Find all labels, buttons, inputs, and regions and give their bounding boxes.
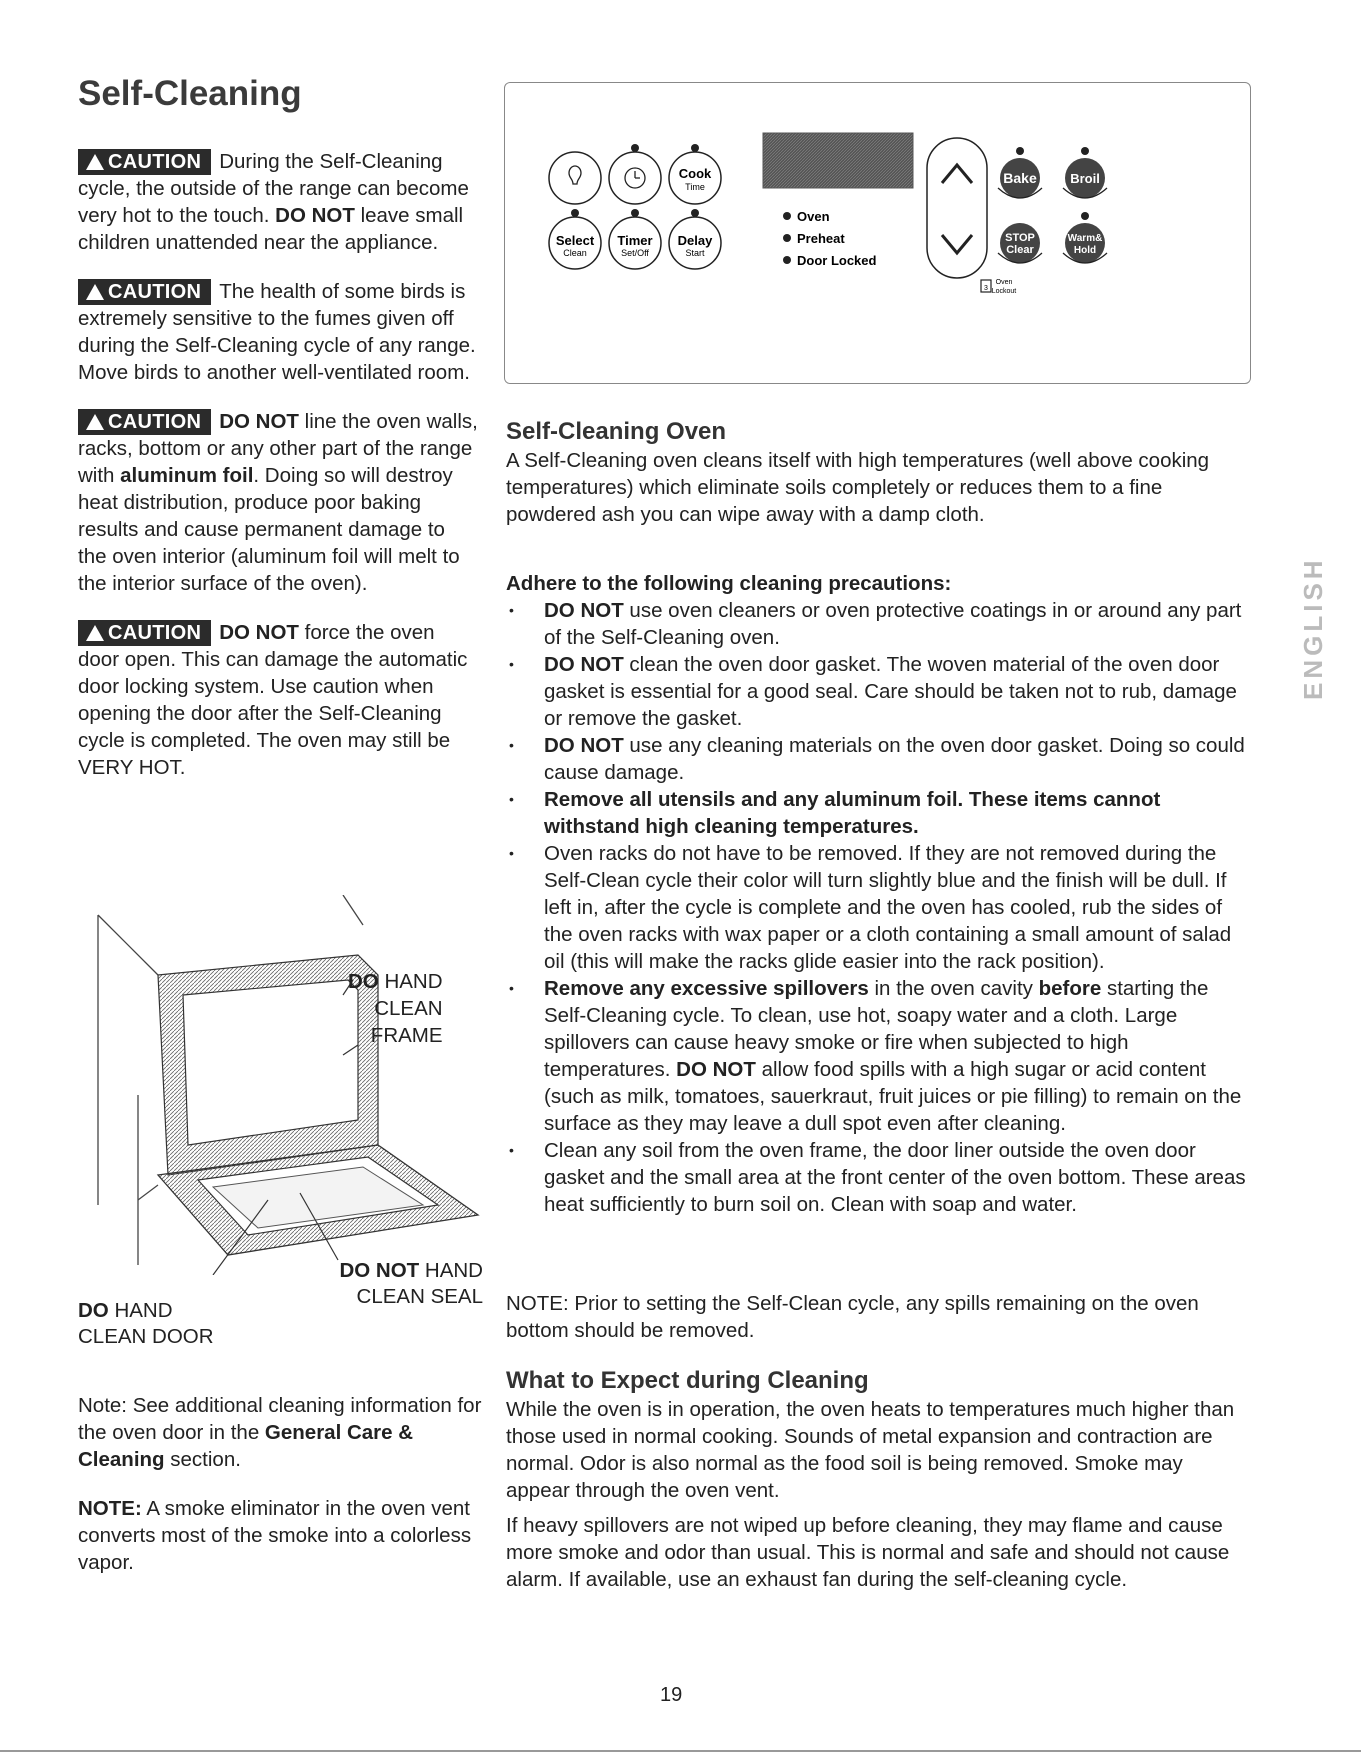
- warning-triangle-icon: [86, 625, 104, 641]
- precautions-heading: Adhere to the following cleaning precautions:: [506, 572, 952, 595]
- svg-text:Start: Start: [685, 248, 705, 258]
- svg-text:Oven: Oven: [995, 279, 1013, 286]
- what-to-expect-section: [506, 1367, 1251, 1593]
- page-number: 19: [660, 1684, 683, 1706]
- self-cleaning-oven-section: [506, 418, 1251, 528]
- svg-text:Lockout: Lockout: [991, 288, 1017, 295]
- display-screen: [763, 133, 913, 188]
- cook-time-sub: Time: [685, 182, 705, 192]
- caution-block-birds: CAUTION The health of some birds is extremely sensitive to the fumes given off during the Self-Cleaning cycle of any range. Move birds to another well-ventilated room.: [78, 280, 476, 384]
- svg-text:STOP: STOP: [1005, 232, 1035, 244]
- label-do-hand-clean-frame: DO HAND CLEAN FRAME: [348, 970, 443, 1047]
- paragraph-expect-1: While the oven is in operation, the oven heats to temperatures much higher than those used in normal cooking. Sounds of metal expansion and contraction are normal. Odor is also normal as the food soil is being removed. Smoke may appear through the oven vent.: [506, 1398, 1235, 1502]
- left-notes: [78, 1392, 488, 1598]
- caution-badge: CAUTION: [78, 620, 211, 646]
- precautions-list: [506, 597, 1251, 1218]
- svg-text:Clear: Clear: [1006, 244, 1034, 256]
- note-general-care: Note: See additional cleaning information for the oven door in the General Care & Cleaning section.: [78, 1394, 482, 1471]
- caution-block-foil: CAUTION DO NOT line the oven walls, racks, bottom or any other part of the range with aluminum foil. Doing so will destroy heat distribution, produce poor baking results and cause permanent damage to the oven interior (aluminum foil will melt to the interior surface of the oven).: [78, 410, 478, 595]
- indicator-preheat: Preheat: [797, 231, 845, 246]
- caution-block-children: CAUTION During the Self-Cleaning cycle, the outside of the range can become very hot to the touch. DO NOT leave small children unattended near the appliance.: [78, 150, 469, 254]
- list-item: • Oven racks do not have to be removed. If they are not removed during the Self-Clean cycle their color will turn slightly blue and the finish will be dull. If left in, after the cycle is complete and the oven has cooled, rub the sides of the oven racks with wax paper or a cloth containing a small amount of salad oil (this will make the racks glide easier into the rack position).: [506, 840, 1251, 975]
- paragraph-expect-2: If heavy spillovers are not wiped up before cleaning, they may flame and cause more smoke and odor than usual. This is normal and safe and should not cause alarm. If available, use an exhaust fan during the self-cleaning cycle.: [506, 1514, 1230, 1591]
- clock-button: [609, 144, 661, 204]
- list-item: • DO NOT use any cleaning materials on the oven door gasket. Doing so could cause damage.: [506, 732, 1251, 786]
- indicator-door-locked: Door Locked: [797, 253, 877, 268]
- svg-text:3: 3: [984, 285, 988, 292]
- warning-triangle-icon: [86, 284, 104, 300]
- svg-text:Timer: Timer: [617, 233, 653, 248]
- up-down-keypad: [927, 138, 987, 278]
- paragraph-self-cleaning-oven: A Self-Cleaning oven cleans itself with high temperatures (well above cooking temperatures) which eliminate soils completely or reduces them to a fine powdered ash you can wipe away with a damp cloth.: [506, 449, 1210, 526]
- side-tab-language: ENGLISH: [1298, 556, 1328, 700]
- svg-text:Hold: Hold: [1073, 245, 1097, 256]
- list-item: • Remove any excessive spillovers in the oven cavity before starting the Self-Cleaning cycle. To clean, use hot, soapy water and a cloth. Large spillovers can cause heavy smoke or fire when subjected to high temperatures. DO NOT allow food spills with a high sugar or acid content (such as milk, tomatoes, sauerkraut, fruit juices or pie filling) to remain on the surface as they may leave a dull spot even after cleaning.: [506, 975, 1251, 1137]
- footer-rule: [0, 1750, 1361, 1752]
- note-smoke-eliminator: NOTE: A smoke eliminator in the oven vent converts most of the smoke into a colorless vapor.: [78, 1497, 472, 1574]
- cook-time-label: Cook: [678, 166, 712, 181]
- note-spills: NOTE: Prior to setting the Self-Clean cycle, any spills remaining on the oven bottom should be removed.: [506, 1292, 1199, 1342]
- svg-text:Warm&: Warm&: [1067, 233, 1103, 244]
- caution-badge: CAUTION: [78, 409, 211, 435]
- light-button: [549, 152, 601, 204]
- warning-triangle-icon: [86, 154, 104, 170]
- control-panel-svg: [505, 83, 1250, 383]
- caution-block-door: CAUTION DO NOT force the oven door open. This can damage the automatic door locking system. Use caution when opening the door after the Self-Cleaning cycle is completed. The oven may still be VERY HOT.: [78, 621, 468, 779]
- section-heading-what-to-expect: What to Expect during Cleaning: [506, 1367, 869, 1394]
- list-item: • DO NOT clean the oven door gasket. The woven material of the oven door gasket is essential for a good seal. Care should be taken not to rub, damage or remove the gasket.: [506, 651, 1251, 732]
- oven-door-illustration: [78, 895, 488, 1275]
- precautions-section: [506, 570, 1251, 1218]
- caution-badge: CAUTION: [78, 149, 211, 175]
- svg-text:Select: Select: [555, 233, 595, 248]
- caution-badge: CAUTION: [78, 279, 211, 305]
- svg-text:Broil: Broil: [1070, 171, 1100, 186]
- svg-text:Bake: Bake: [1003, 170, 1037, 186]
- left-column: [78, 148, 478, 803]
- warning-triangle-icon: [86, 414, 104, 430]
- indicator-oven: Oven: [797, 209, 830, 224]
- page-title: Self-Cleaning: [78, 74, 302, 113]
- list-item: • Clean any soil from the oven frame, the door liner outside the oven door gasket and the small area at the front center of the oven bottom. These areas heat sufficiently to burn soil on. Clean with soap and water.: [506, 1137, 1251, 1218]
- svg-text:Clean: Clean: [563, 248, 587, 258]
- svg-text:Delay: Delay: [677, 233, 713, 248]
- label-do-hand-clean-door: DO HAND CLEAN DOOR: [78, 1299, 214, 1348]
- list-item: • Remove all utensils and any aluminum foil. These items cannot withstand high cleaning temperatures.: [506, 786, 1251, 840]
- list-item: • DO NOT use oven cleaners or oven protective coatings in or around any part of the Self-Cleaning oven.: [506, 597, 1251, 651]
- svg-text:Set/Off: Set/Off: [621, 248, 649, 258]
- section-heading-self-cleaning-oven: Self-Cleaning Oven: [506, 418, 727, 445]
- control-panel-illustration: [504, 82, 1251, 384]
- label-do-not-hand-clean-seal: DO NOT HAND CLEAN SEAL: [339, 1259, 483, 1308]
